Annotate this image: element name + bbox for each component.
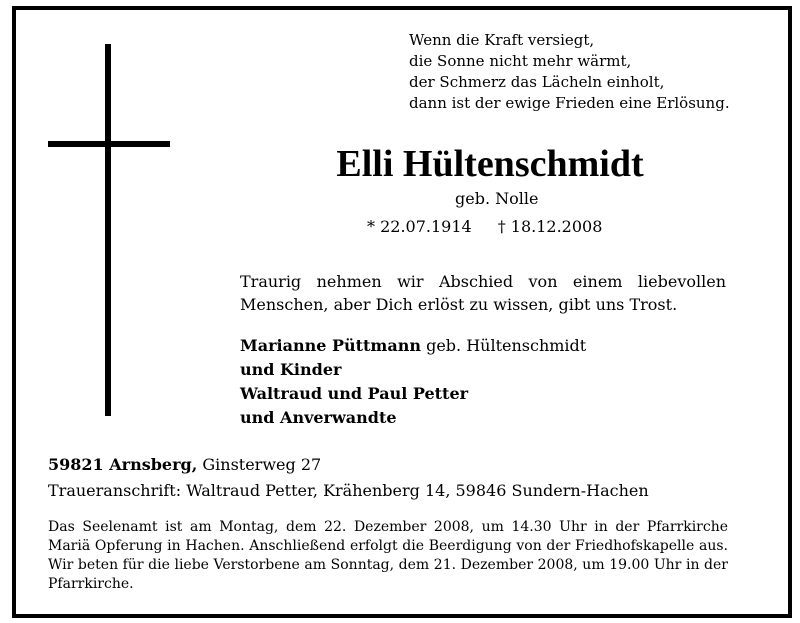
mourners-list (240, 334, 586, 430)
farewell-text: Traurig nehmen wir Abschied von einem liebevollen Menschen, aber Dich erlöst zu wissen, gibt uns Trost. (240, 272, 726, 314)
deceased-name: Elli Hültenschmidt (336, 143, 644, 185)
mourner-line: und Kinder (240, 360, 342, 379)
service-notice: Das Seelenamt ist am Montag, dem 22. Dezember 2008, um 14.30 Uhr in der Pfarrkirche Mariä Opferung in Hachen. Anschließend erfolgt die Beerdigung von der Friedhofskapelle aus. Wir beten für die liebe Verstorbene am Sonntag, dem 21. Dezember 2008, um 19.00 Uhr in der Pfarrkirche. (48, 519, 728, 592)
life-dates (367, 217, 602, 237)
home-city: 59821 Arnsberg, (48, 455, 198, 474)
mourner-line: Waltraud und Paul Petter (240, 384, 469, 403)
mourner-name: Marianne Püttmann (240, 336, 421, 355)
poem-line: Wenn die Kraft versiegt, (409, 31, 595, 49)
home-street: Ginsterweg 27 (197, 455, 322, 474)
birth-name: geb. Nolle (455, 189, 539, 208)
poem (409, 30, 730, 114)
mourning-address: Traueranschrift: Waltraud Petter, Krähenberg 14, 59846 Sundern-Hachen (48, 481, 649, 500)
address-block (48, 452, 649, 504)
birth-date: * 22.07.1914 (367, 217, 472, 236)
poem-line: die Sonne nicht mehr wärmt, (409, 52, 632, 70)
death-date: † 18.12.2008 (497, 217, 603, 236)
cross-icon (105, 44, 111, 416)
mourner-line (240, 334, 586, 358)
poem-line: der Schmerz das Lächeln einholt, (409, 73, 665, 91)
mourner-birth-name: geb. Hültenschmidt (420, 336, 587, 355)
mourner-line: und Anverwandte (240, 408, 397, 427)
home-address (48, 452, 649, 478)
poem-line: dann ist der ewige Frieden eine Erlösung. (409, 94, 730, 112)
